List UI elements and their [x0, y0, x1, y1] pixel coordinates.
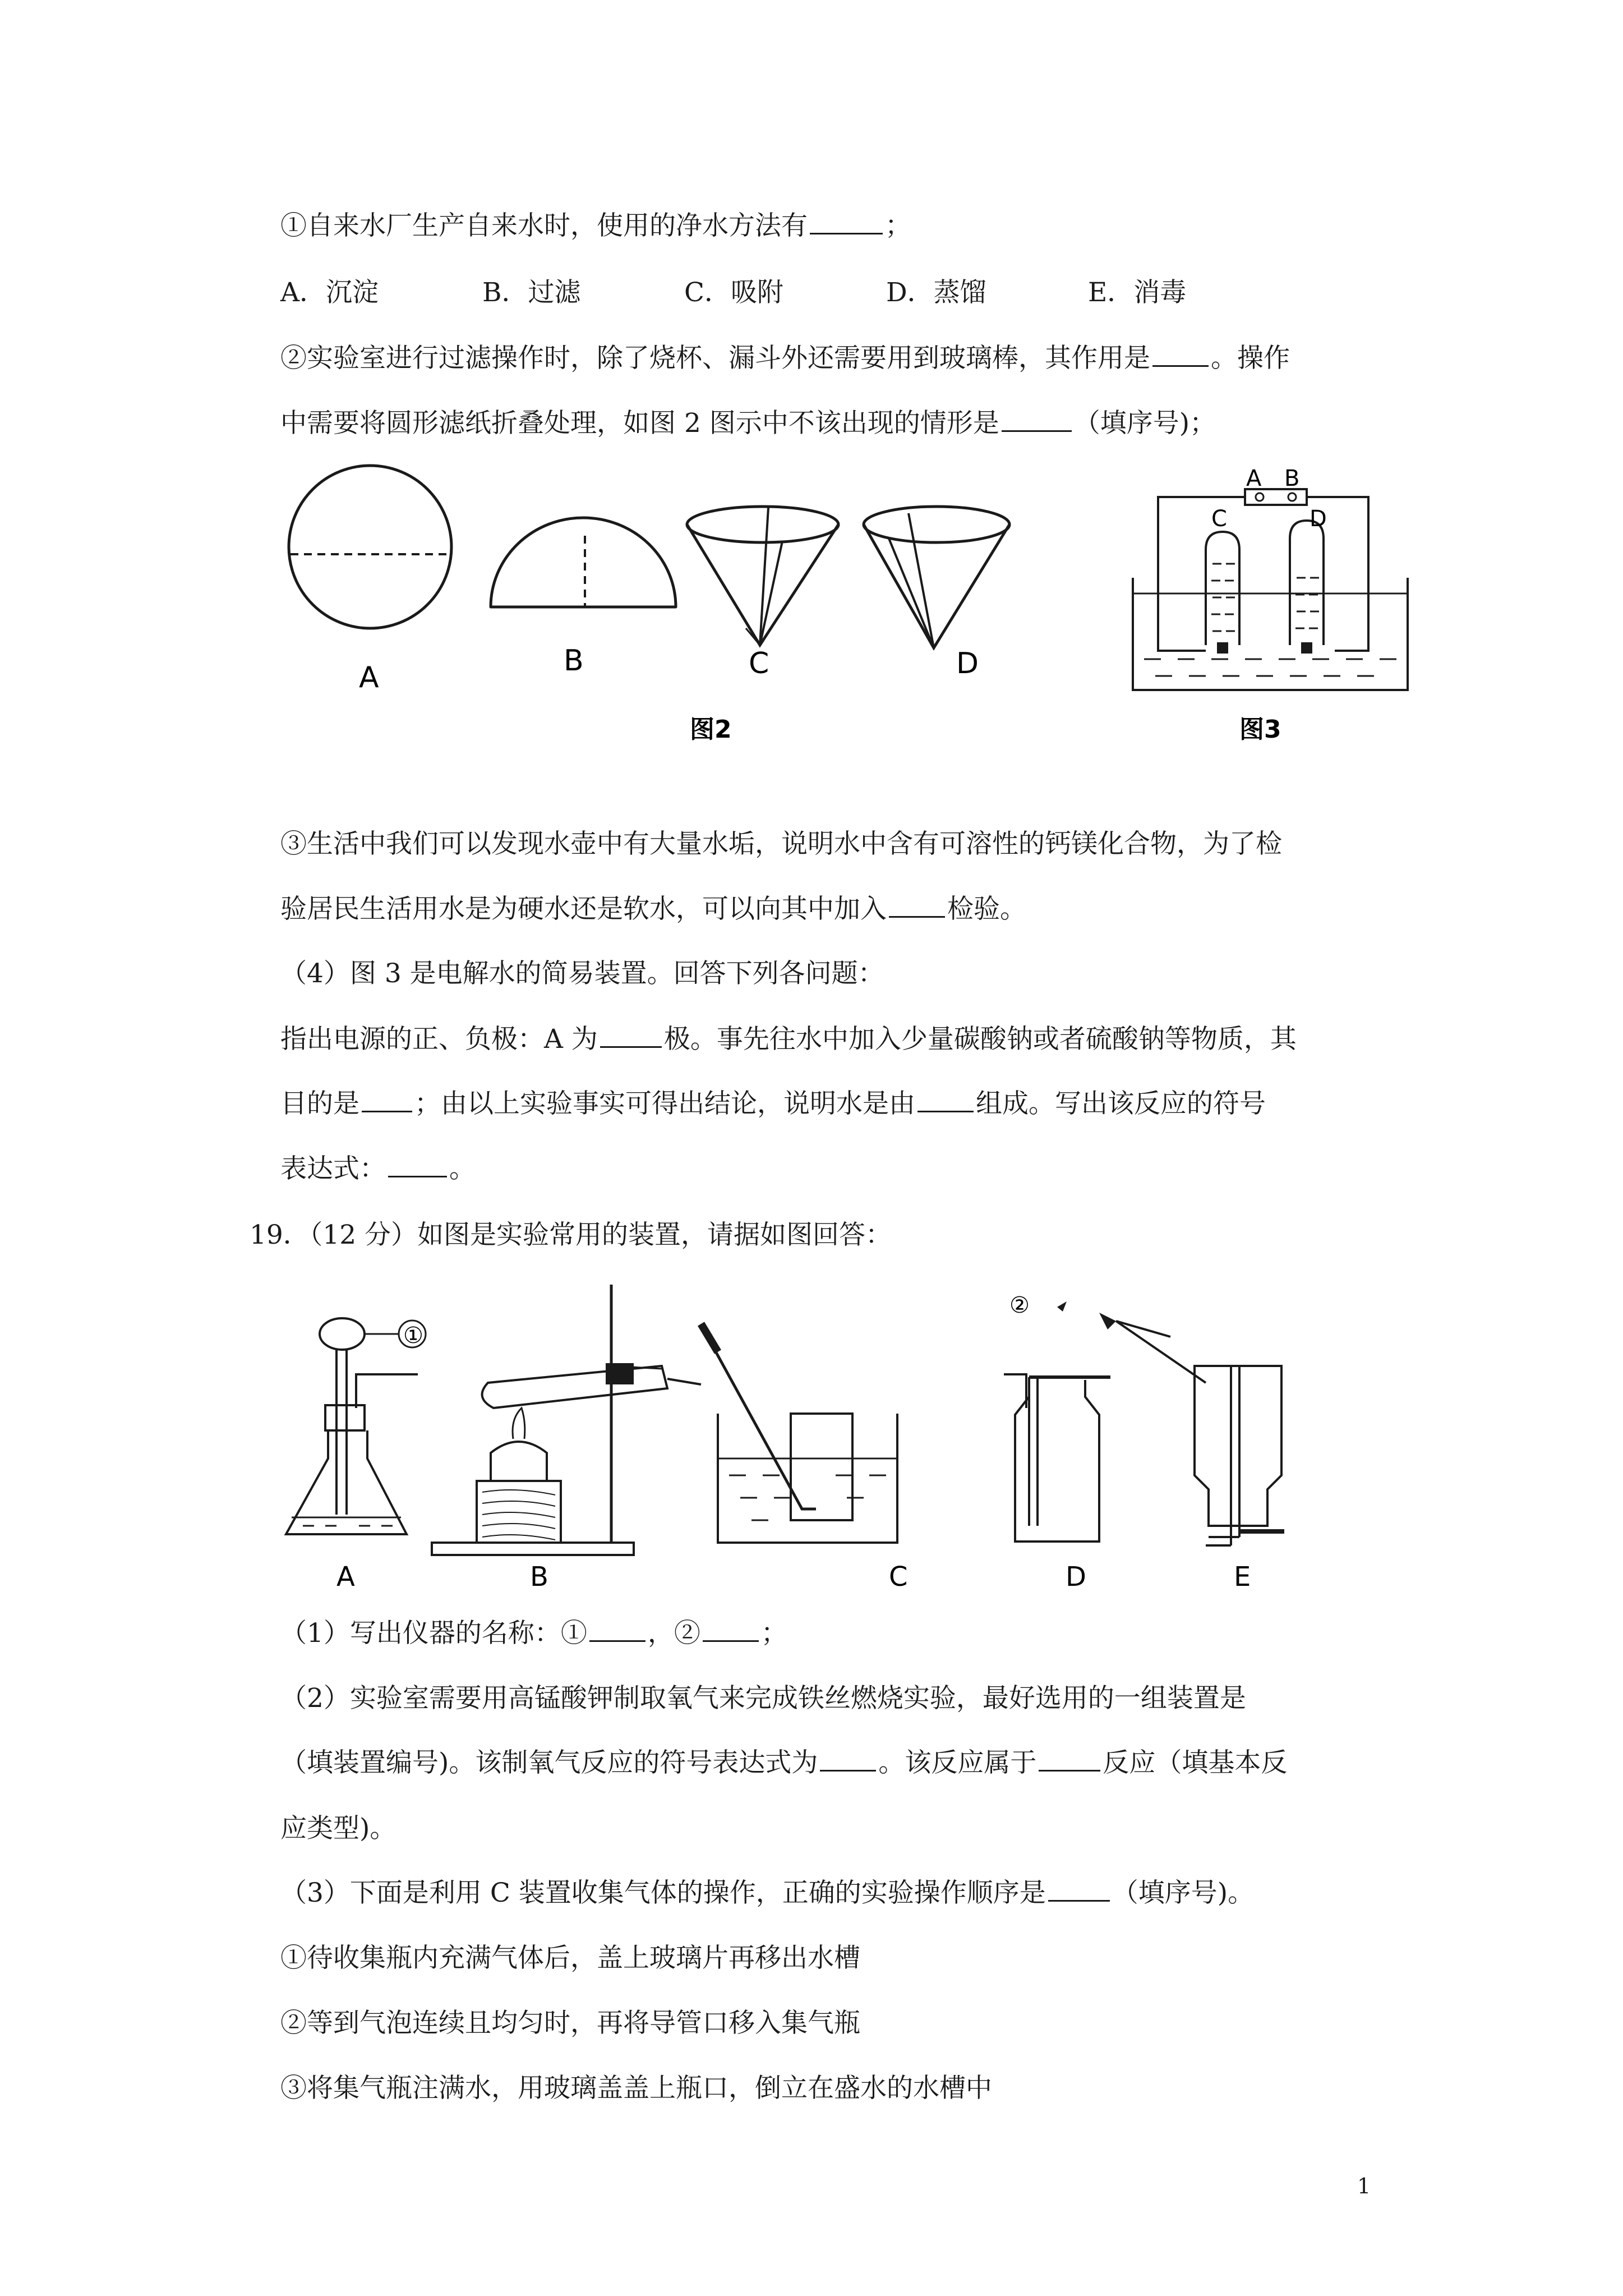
figure-3: [1127, 466, 1419, 757]
filter-paper-half: [491, 518, 676, 607]
fig2-label-b: B: [564, 644, 584, 678]
marker-2: ②: [1009, 1292, 1030, 1318]
item1-line: ①自来水厂生产自来水时，使用的净水方法有 ；: [280, 210, 911, 241]
answer-blank[interactable]: [810, 211, 883, 234]
answer-blank[interactable]: [600, 1025, 662, 1048]
q19-p2-line3: 应类型)。: [280, 1813, 396, 1844]
option-d: D．蒸馏: [886, 277, 986, 308]
answer-blank[interactable]: [1002, 409, 1072, 432]
q19-p2-line2: （填装置编号)。该制氧气反应的符号表达式为 。该反应属于 反应（填基本反: [280, 1747, 1288, 1778]
page-number: 1: [1357, 2174, 1371, 2198]
answer-blank[interactable]: [388, 1154, 447, 1177]
part4-line1: （4）图 3 是电解水的简易装置。回答下列各问题：: [280, 958, 884, 989]
apparatus-b: [432, 1285, 701, 1555]
part4-line4: 表达式： 。: [280, 1153, 476, 1184]
fig3-terminal-a: A: [1246, 466, 1262, 491]
fig2-label-a: A: [359, 661, 379, 694]
q19-header: 19．（12 分）如图是实验常用的装置，请据如图回答：: [250, 1220, 892, 1250]
fig2-caption: 图2: [690, 715, 732, 744]
fig3-terminal-b: B: [1284, 466, 1300, 491]
filter-paper-cone-d: [864, 507, 1009, 648]
answer-blank[interactable]: [1048, 1879, 1110, 1902]
answer-blank[interactable]: [1039, 1749, 1100, 1772]
apparatus-label-d: D: [1066, 1561, 1086, 1593]
apparatus-d: [1004, 1292, 1110, 1542]
apparatus-a: [286, 1318, 426, 1534]
apparatus-label-b: B: [530, 1561, 548, 1593]
answer-blank[interactable]: [589, 1619, 645, 1642]
q19-step3: ③将集气瓶注满水，用玻璃盖盖上瓶口，倒立在盛水的水槽中: [280, 2073, 992, 2104]
apparatus-c: [701, 1324, 897, 1543]
q19-step1: ①待收集瓶内充满气体后，盖上玻璃片再移出水槽: [280, 1943, 860, 1973]
answer-blank[interactable]: [362, 1089, 412, 1112]
option-c: C．吸附: [684, 277, 783, 308]
q19-p2-line1: （2）实验室需要用高锰酸钾制取氧气来完成铁丝燃烧实验，最好选用的一组装置是: [280, 1683, 1246, 1714]
item3-line1: ③生活中我们可以发现水壶中有大量水垢，说明水中含有可溶性的钙镁化合物，为了检: [280, 829, 1282, 859]
figure-2: [275, 460, 1127, 757]
part4-line2: 指出电源的正、负极：A 为 极。事先往水中加入少量碳酸钠或者硫酸钠等物质，其: [280, 1024, 1297, 1055]
answer-blank[interactable]: [703, 1619, 759, 1642]
fig3-tube-d: D: [1310, 506, 1327, 532]
q19-p1: （1）写出仪器的名称：① ，② ；: [280, 1618, 787, 1649]
apparatus-label-e: E: [1234, 1561, 1251, 1593]
fig3-caption: 图3: [1239, 715, 1281, 744]
item2-line1: ②实验室进行过滤操作时，除了烧杯、漏斗外还需要用到玻璃棒，其作用是 。操作: [280, 343, 1290, 374]
item2-line2: 中需要将圆形滤纸折叠处理，如图 2 图示中不该出现的情形是 （填序号)；: [280, 408, 1216, 439]
figure-lab-apparatus: [275, 1268, 1301, 1593]
fig3-tube-c: C: [1211, 506, 1227, 532]
filter-paper-circle: [289, 466, 451, 628]
part4-line3: 目的是 ；由以上实验事实可得出结论，说明水是由 组成。写出该反应的符号: [280, 1088, 1266, 1119]
answer-blank[interactable]: [1152, 344, 1209, 367]
q19-step2: ②等到气泡连续且均匀时，再将导管口移入集气瓶: [280, 2008, 860, 2039]
option-b: B．过滤: [482, 277, 581, 308]
q19-p3-line1: （3）下面是利用 C 装置收集气体的操作，正确的实验操作顺序是 （填序号)。: [280, 1878, 1255, 1908]
answer-blank[interactable]: [820, 1749, 876, 1772]
options-line: [280, 276, 1186, 310]
option-e: E．消毒: [1088, 277, 1187, 308]
answer-blank[interactable]: [917, 1089, 974, 1112]
marker-1: ①: [403, 1323, 423, 1349]
answer-blank[interactable]: [889, 895, 945, 918]
apparatus-label-a: A: [336, 1561, 355, 1593]
fig2-label-d: D: [956, 647, 979, 680]
option-a: A．沉淀: [280, 277, 379, 308]
item3-line2: 验居民生活用水是为硬水还是软水，可以向其中加入 检验。: [280, 894, 1026, 924]
fig2-label-c: C: [749, 647, 769, 680]
apparatus-e: [1195, 1366, 1284, 1545]
apparatus-label-c: C: [889, 1561, 908, 1593]
filter-paper-cone-c: [687, 507, 838, 645]
